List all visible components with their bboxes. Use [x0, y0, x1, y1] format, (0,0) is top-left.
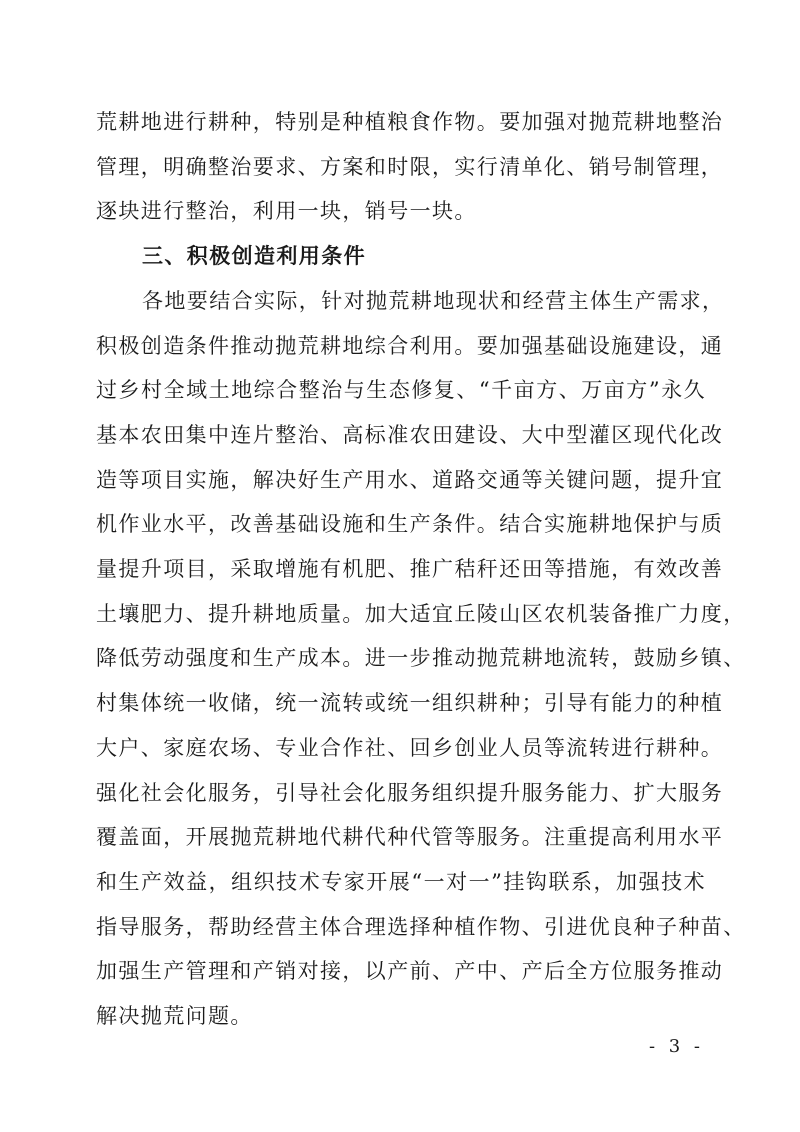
page-number: - 3 - [648, 1036, 704, 1057]
paragraph-section3 [96, 279, 746, 1039]
text-line: 管理，明确整治要求、方案和时限，实行清单化、销号制管理， [96, 154, 724, 179]
paragraph-continued [96, 100, 724, 234]
text-line: 量提升项目，采取增施有机肥、推广秸秆还田等措施，有效改善 [96, 557, 724, 582]
text-line: 覆盖面，开展抛荒耕地代耕代种代管等服务。注重提高利用水平 [96, 825, 724, 850]
text-line: 逐块进行整治，利用一块，销号一块。 [96, 199, 477, 224]
text-line: 加强生产管理和产销对接，以产前、产中、产后全方位服务推动 [96, 959, 724, 984]
text-line: 降低劳动强度和生产成本。进一步推动抛荒耕地流转，鼓励乡镇、 [96, 646, 746, 671]
text-line: 造等项目实施，解决好生产用水、道路交通等关键问题，提升宜 [96, 467, 724, 492]
text-line: 大户、家庭农场、专业合作社、回乡创业人员等流转进行耕种。 [96, 735, 724, 760]
section-heading: 三、积极创造利用条件 [142, 244, 366, 269]
text-line: 各地要结合实际，针对抛荒耕地现状和经营主体生产需求， [142, 288, 725, 313]
text-line: 解决抛荒问题。 [96, 1004, 253, 1029]
text-line: 村集体统一收储，统一流转或统一组织耕种；引导有能力的种植 [96, 691, 724, 716]
text-line: 过乡村全域土地综合整治与生态修复、“千亩方、万亩方”永久 [96, 378, 706, 403]
text-line: 基本农田集中连片整治、高标准农田建设、大中型灌区现代化改 [96, 422, 724, 447]
text-line: 强化社会化服务，引导社会化服务组织提升服务能力、扩大服务 [96, 780, 724, 805]
text-line: 土壤肥力、提升耕地质量。加大适宜丘陵山区农机装备推广力度， [96, 601, 746, 626]
text-line: 机作业水平，改善基础设施和生产条件。结合实施耕地保护与质 [96, 512, 724, 537]
text-line: 荒耕地进行耕种，特别是种植粮食作物。要加强对抛荒耕地整治 [96, 110, 724, 134]
text-line: 积极创造条件推动抛荒耕地综合利用。要加强基础设施建设，通 [96, 333, 724, 358]
document-body [96, 100, 746, 1039]
text-line: 指导服务，帮助经营主体合理选择种植作物、引进优良种子种苗、 [96, 914, 746, 939]
text-line: 和生产效益，组织技术专家开展“一对一”挂钩联系，加强技术 [96, 869, 706, 894]
